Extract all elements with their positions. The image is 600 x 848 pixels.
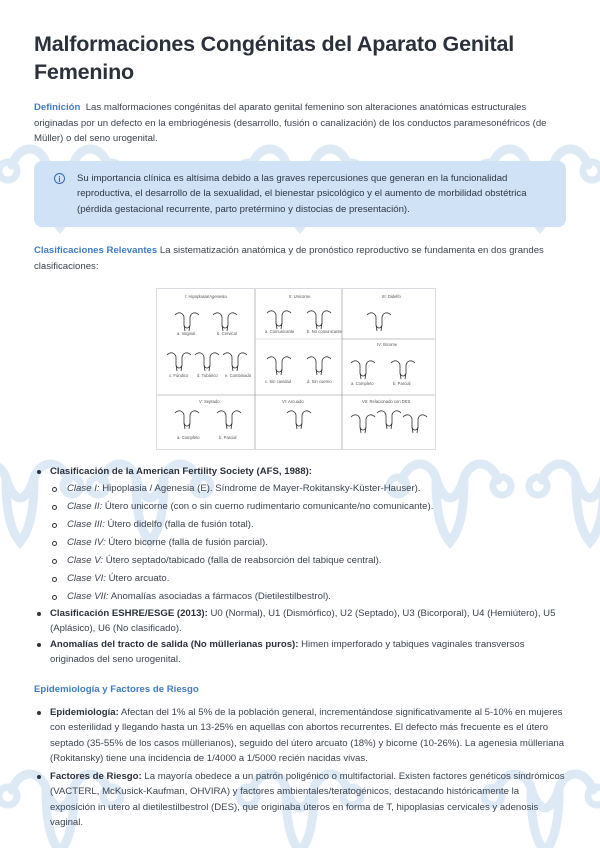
classifications-label: Clasificaciones Relevantes [34, 245, 158, 256]
afs-class-1-label: Clase I: [67, 482, 100, 494]
page-content [34, 30, 566, 833]
outflow-item [34, 637, 566, 668]
epidemiology-item [34, 705, 566, 767]
classification-figure [156, 288, 436, 450]
afs-class-1 [50, 480, 566, 498]
afs-class-6-label: Clase VI: [67, 572, 106, 584]
epidemiology-text: Afectan del 1% al 5% de la población general, incrementándose significativamente al 5-10% en mujeres con esterilidad y llegando hasta un 13-25% en aquellas con abortos recurrentes. El defecto más frecuente es el útero septado (35-55% de los casos müllerianos), seguido del útero arcuato (18%) y bicorne (10-26%). La agenesia mülleriana (Rokitansky) tiene una incidencia de 1/4000 a 1/5000 recién nacidas vivas. [50, 706, 565, 764]
afs-diagram [157, 289, 435, 449]
info-callout [34, 161, 566, 228]
panel-4-title: IV: Bicorne [377, 342, 398, 347]
afs-class-2-text: Útero unicorne (con o sin cuerno rudimentario comunicante/no comunicante). [104, 500, 434, 512]
caption-a5: a. Completo [177, 435, 200, 440]
afs-class-3 [50, 516, 566, 534]
afs-class-6-text: Útero arcuato. [108, 572, 170, 584]
afs-class-3-text: Útero didelfo (falla de fusión total). [107, 518, 254, 530]
epidemiology-list [34, 705, 566, 831]
afs-class-4-text: Útero bicorne (falla de fusión parcial). [108, 536, 268, 548]
panel-1-title: I: Hipoplasia/Agenesia [185, 294, 227, 299]
afs-class-4-label: Clase IV: [67, 536, 106, 548]
risk-factors-item [34, 769, 566, 831]
eshre-item [34, 606, 566, 637]
afs-label: Clasificación de la American Fertility Society (AFS, 1988): [50, 466, 312, 477]
afs-class-4 [50, 534, 566, 552]
afs-class-1-text: Hipoplasia / Agenesia (E). Síndrome de Mayer-Rokitansky-Küster-Hauser). [102, 482, 421, 494]
caption-e1: e. Combinado [225, 373, 252, 378]
afs-class-5 [50, 552, 566, 570]
epidemiology-section-heading [34, 684, 566, 695]
caption-c1: c. Fúndico [169, 373, 189, 378]
caption-c2: c. Sin cavidad [265, 379, 292, 384]
risk-factors-label: Factores de Riesgo: [50, 770, 142, 782]
info-icon: i [54, 173, 65, 184]
afs-class-6 [50, 570, 566, 588]
definition-text: Las malformaciones congénitas del aparato genital femenino son alteraciones anatómicas estructurales originadas por un defecto en la embriogénesis (desarrollo, fusión o canalización) de los conductos paramesonéfricos (de Müller) o del seno urogenital. [34, 102, 547, 144]
caption-d2: d. Sin cuerno [307, 379, 332, 384]
caption-b2: b. No comunicante [307, 329, 342, 334]
classifications-text: La sistematización anatómica y de pronóstico reproductivo se fundamenta en dos grandes clasificaciones: [34, 245, 544, 272]
afs-class-list [50, 480, 566, 606]
caption-d1: d. Tubárico [197, 373, 218, 378]
definition-label: Definición [34, 102, 81, 113]
panel-3-title: III: Didelfo [382, 294, 401, 299]
epidemiology-section-label: Epidemiología y Factores de Riesgo [34, 683, 199, 695]
afs-class-7-label: Clase VII: [67, 590, 109, 602]
definition-paragraph [34, 100, 566, 147]
caption-a2: a. Comunicante [265, 329, 295, 334]
panel-5-title: V: Septado [199, 399, 220, 404]
caption-b5: b. Parcial [219, 435, 237, 440]
eshre-label: Clasificación ESHRE/ESGE (2013): [50, 607, 208, 619]
callout-text: Su importancia clínica es altísima debido a las graves repercusiones que generan en la funcionalidad reproductiva, el desarrollo de la sexualidad, el bienestar psicológico y el aumento de morbilidad obstétrica (pérdida gestacional recurrente, parto pretérmino y distocias de presentación). [77, 172, 527, 215]
panel-6-title: VI: Arcuado [282, 399, 304, 404]
classifications-paragraph [34, 243, 566, 274]
afs-item [34, 464, 566, 606]
caption-a4: a. Completo [351, 381, 374, 386]
afs-class-7 [50, 588, 566, 606]
caption-a1: a. Vaginal [177, 331, 196, 336]
outflow-text: Himen imperforado y tabiques vaginales transversos originados del seno urogenital. [50, 638, 525, 665]
page-title: Malformaciones Congénitas del Aparato Genital Femenino [34, 32, 515, 84]
epidemiology-label: Epidemiología: [50, 706, 119, 718]
outflow-label: Anomalías del tracto de salida (No müllerianas puros): [50, 638, 299, 650]
panel-2-title: II: Unicorne [289, 294, 311, 299]
afs-class-2-label: Clase II: [67, 500, 103, 512]
afs-class-3-label: Clase III: [67, 518, 105, 530]
eshre-text: U0 (Normal), U1 (Dismórfico), U2 (Septado), U3 (Bicorporal), U4 (Hemiútero), U5 (Aplásico), U6 (No clasificado). [50, 607, 556, 634]
afs-class-5-label: Clase V: [67, 554, 104, 566]
risk-factors-text: La mayoría obedece a un patrón poligénico o multifactorial. Existen factores genéticos sindrómicos (VACTERL, McKusick-Kaufman, OHVIRA) y factores ambientales/teratogénicos, destacando históricamente la exposición in utero al dietilestilbestrol (DES), que originaba úteros en forma de T, hipoplasias cervicales y adenosis vaginal. [50, 770, 565, 828]
caption-b4: b. Parcial [393, 381, 411, 386]
panel-7-title: VII: Relacionado con DES [362, 399, 411, 404]
classification-list [34, 464, 566, 668]
afs-class-5-text: Útero septado/tabicado (falla de reabsorción del tabique central). [105, 554, 382, 566]
caption-b1: b. Cervical [217, 331, 237, 336]
afs-class-7-text: Anomalías asociadas a fármacos (Dietilestilbestrol). [110, 590, 331, 602]
afs-class-2 [50, 498, 566, 516]
